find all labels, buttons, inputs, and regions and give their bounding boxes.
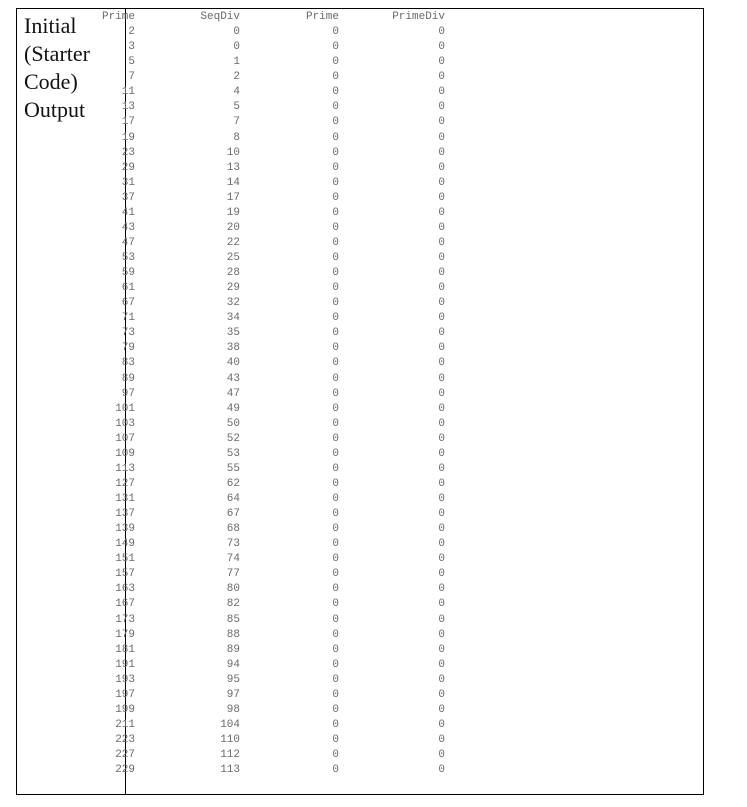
cell-prime-2: 0 xyxy=(332,658,339,671)
cell-primediv: 0 xyxy=(438,71,445,84)
cell-prime-2: 0 xyxy=(332,493,339,505)
cell-prime: 103 xyxy=(115,417,135,430)
cell-primediv: 0 xyxy=(438,523,445,536)
cell-prime: 13 xyxy=(121,101,135,114)
cell-prime: 17 xyxy=(121,116,135,129)
table-row xyxy=(115,718,703,733)
console-output xyxy=(101,10,703,778)
cell-primediv: 0 xyxy=(438,146,445,159)
cell-seqdiv: 22 xyxy=(226,236,240,249)
table-row xyxy=(115,432,703,447)
cell-seqdiv: 89 xyxy=(226,643,240,656)
cell-primediv: 0 xyxy=(438,191,445,204)
table-row xyxy=(121,281,703,296)
cell-prime: 173 xyxy=(115,613,135,626)
cell-prime-2: 0 xyxy=(332,342,339,355)
cell-seqdiv: 77 xyxy=(226,568,240,581)
cell-prime: 23 xyxy=(121,146,135,159)
cell-prime-2: 0 xyxy=(332,116,339,129)
cell-primediv: 0 xyxy=(438,553,445,566)
cell-seqdiv: 49 xyxy=(226,402,240,415)
cell-prime: 89 xyxy=(121,372,135,385)
cell-prime-2: 0 xyxy=(332,598,339,611)
cell-prime-2: 0 xyxy=(332,568,339,581)
table-row xyxy=(115,597,703,612)
cell-prime-2: 0 xyxy=(332,764,339,777)
header-prime: Prime xyxy=(101,11,135,23)
cell-primediv: 0 xyxy=(438,206,445,219)
cell-primediv: 0 xyxy=(438,764,445,777)
cell-primediv: 0 xyxy=(438,718,445,731)
cell-primediv: 0 xyxy=(438,86,445,99)
cell-primediv: 0 xyxy=(438,703,445,716)
cell-primediv: 0 xyxy=(438,749,445,762)
header-prime-2: Prime xyxy=(305,11,339,23)
table-row xyxy=(115,673,703,688)
cell-seqdiv: 80 xyxy=(226,583,240,596)
cell-prime: 79 xyxy=(121,342,135,355)
cell-prime-2: 0 xyxy=(332,161,339,174)
cell-primediv: 0 xyxy=(438,372,445,385)
cell-prime: 227 xyxy=(115,749,135,762)
cell-primediv: 0 xyxy=(438,508,445,521)
cell-prime-2: 0 xyxy=(332,643,339,656)
label-line: Code) xyxy=(24,69,78,94)
cell-seqdiv: 8 xyxy=(233,131,240,144)
cell-prime-2: 0 xyxy=(332,523,339,536)
cell-seqdiv: 53 xyxy=(226,447,240,460)
cell-primediv: 0 xyxy=(438,282,445,295)
cell-prime-2: 0 xyxy=(332,86,339,99)
cell-seqdiv: 98 xyxy=(226,703,240,716)
cell-primediv: 0 xyxy=(438,432,445,445)
cell-primediv: 0 xyxy=(438,342,445,355)
cell-seqdiv: 4 xyxy=(233,86,240,99)
cell-prime: 199 xyxy=(115,703,135,716)
cell-prime: 107 xyxy=(115,432,135,445)
cell-primediv: 0 xyxy=(438,643,445,656)
cell-seqdiv: 14 xyxy=(226,176,240,189)
cell-primediv: 0 xyxy=(438,598,445,611)
cell-seqdiv: 2 xyxy=(233,71,240,84)
cell-prime-2: 0 xyxy=(332,462,339,475)
data-rows xyxy=(115,25,703,778)
cell-primediv: 0 xyxy=(438,583,445,596)
cell-primediv: 0 xyxy=(438,161,445,174)
table-row xyxy=(126,55,703,70)
table-row xyxy=(115,522,703,537)
cell-seqdiv: 62 xyxy=(226,477,240,490)
table-row xyxy=(115,552,703,567)
table-row xyxy=(121,387,703,402)
cell-primediv: 0 xyxy=(438,252,445,264)
table-row xyxy=(121,161,703,176)
cell-prime: 11 xyxy=(121,86,135,99)
cell-seqdiv: 25 xyxy=(226,252,240,264)
table-row xyxy=(115,748,703,763)
cell-prime: 149 xyxy=(115,538,135,551)
cell-primediv: 0 xyxy=(438,327,445,340)
cell-seqdiv: 85 xyxy=(226,613,240,626)
table-row xyxy=(115,477,703,492)
cell-prime-2: 0 xyxy=(332,252,339,264)
cell-prime: 2 xyxy=(128,26,135,39)
cell-prime: 127 xyxy=(115,477,135,490)
table-row xyxy=(115,462,703,477)
cell-seqdiv: 47 xyxy=(226,387,240,400)
cell-prime-2: 0 xyxy=(332,297,339,310)
header-row xyxy=(101,10,703,25)
cell-prime: 59 xyxy=(121,267,135,280)
table-row xyxy=(126,25,703,40)
cell-prime-2: 0 xyxy=(332,146,339,159)
cell-prime-2: 0 xyxy=(332,357,339,370)
cell-prime: 29 xyxy=(121,161,135,174)
label-cell xyxy=(17,9,126,794)
cell-prime: 31 xyxy=(121,176,135,189)
output-table xyxy=(16,8,704,795)
table-row xyxy=(121,326,703,341)
cell-prime: 167 xyxy=(115,598,135,611)
cell-prime-2: 0 xyxy=(332,221,339,234)
cell-prime: 83 xyxy=(121,357,135,370)
cell-prime-2: 0 xyxy=(332,673,339,686)
table-row xyxy=(115,658,703,673)
cell-seqdiv: 35 xyxy=(226,327,240,340)
table-row xyxy=(126,70,703,85)
cell-prime-2: 0 xyxy=(332,282,339,295)
cell-prime: 53 xyxy=(121,252,135,264)
table-row xyxy=(115,402,703,417)
cell-seqdiv: 38 xyxy=(226,342,240,355)
cell-seqdiv: 73 xyxy=(226,538,240,551)
cell-prime: 179 xyxy=(115,628,135,641)
cell-prime: 97 xyxy=(121,387,135,400)
cell-prime: 197 xyxy=(115,688,135,701)
cell-prime: 151 xyxy=(115,553,135,566)
cell-seqdiv: 82 xyxy=(226,598,240,611)
cell-seqdiv: 95 xyxy=(226,673,240,686)
cell-seqdiv: 20 xyxy=(226,221,240,234)
cell-primediv: 0 xyxy=(438,673,445,686)
cell-seqdiv: 88 xyxy=(226,628,240,641)
cell-primediv: 0 xyxy=(438,658,445,671)
cell-prime-2: 0 xyxy=(332,372,339,385)
cell-prime: 223 xyxy=(115,734,135,746)
cell-primediv: 0 xyxy=(438,357,445,370)
cell-prime: 163 xyxy=(115,583,135,596)
table-row xyxy=(121,100,703,115)
header-primediv: PrimeDiv xyxy=(392,11,445,23)
cell-prime-2: 0 xyxy=(332,402,339,415)
cell-seqdiv: 1 xyxy=(233,56,240,69)
cell-seqdiv: 34 xyxy=(226,312,240,325)
cell-prime: 109 xyxy=(115,447,135,460)
cell-prime-2: 0 xyxy=(332,583,339,596)
cell-prime-2: 0 xyxy=(332,613,339,626)
table-row xyxy=(121,372,703,387)
table-row xyxy=(115,703,703,718)
table-row xyxy=(115,613,703,628)
cell-prime-2: 0 xyxy=(332,191,339,204)
cell-prime: 181 xyxy=(115,643,135,656)
table-row xyxy=(115,417,703,432)
cell-prime-2: 0 xyxy=(332,176,339,189)
cell-prime: 3 xyxy=(128,41,135,54)
cell-prime: 37 xyxy=(121,191,135,204)
table-row xyxy=(121,206,703,221)
cell-prime: 61 xyxy=(121,282,135,295)
cell-primediv: 0 xyxy=(438,131,445,144)
cell-seqdiv: 17 xyxy=(226,191,240,204)
label-line: Initial xyxy=(24,13,77,38)
cell-primediv: 0 xyxy=(438,688,445,701)
cell-primediv: 0 xyxy=(438,568,445,581)
cell-prime: 211 xyxy=(115,718,135,731)
cell-prime-2: 0 xyxy=(332,206,339,219)
cell-prime-2: 0 xyxy=(332,538,339,551)
cell-prime-2: 0 xyxy=(332,734,339,746)
cell-primediv: 0 xyxy=(438,312,445,325)
table-row xyxy=(121,356,703,371)
cell-prime: 191 xyxy=(115,658,135,671)
table-row xyxy=(115,688,703,703)
cell-prime: 113 xyxy=(115,462,135,475)
cell-prime-2: 0 xyxy=(332,101,339,114)
cell-prime-2: 0 xyxy=(332,553,339,566)
cell-seqdiv: 68 xyxy=(226,523,240,536)
cell-seqdiv: 55 xyxy=(226,462,240,475)
table-row xyxy=(121,191,703,206)
header-seqdiv: SeqDiv xyxy=(200,11,240,23)
table-row xyxy=(121,85,703,100)
table-row xyxy=(121,221,703,236)
cell-prime: 41 xyxy=(121,206,135,219)
cell-seqdiv: 50 xyxy=(226,417,240,430)
table-row xyxy=(115,763,703,778)
cell-prime: 137 xyxy=(115,508,135,521)
table-row xyxy=(121,311,703,326)
table-row xyxy=(115,643,703,658)
cell-seqdiv: 113 xyxy=(220,764,240,777)
cell-prime-2: 0 xyxy=(332,718,339,731)
table-row xyxy=(115,628,703,643)
table-row xyxy=(115,582,703,597)
label-line: Output xyxy=(24,97,86,122)
cell-primediv: 0 xyxy=(438,41,445,54)
cell-prime-2: 0 xyxy=(332,432,339,445)
table-row xyxy=(121,251,703,266)
cell-seqdiv: 0 xyxy=(233,26,240,39)
cell-prime: 101 xyxy=(115,402,135,415)
cell-seqdiv: 13 xyxy=(226,161,240,174)
cell-seqdiv: 10 xyxy=(226,146,240,159)
cell-prime-2: 0 xyxy=(332,387,339,400)
cell-prime-2: 0 xyxy=(332,26,339,39)
label-line: (Starter xyxy=(24,41,90,66)
cell-prime: 47 xyxy=(121,236,135,249)
cell-prime-2: 0 xyxy=(332,688,339,701)
cell-seqdiv: 28 xyxy=(226,267,240,280)
cell-primediv: 0 xyxy=(438,734,445,746)
table-row xyxy=(121,176,703,191)
cell-primediv: 0 xyxy=(438,387,445,400)
cell-prime-2: 0 xyxy=(332,628,339,641)
cell-seqdiv: 5 xyxy=(233,101,240,114)
cell-prime-2: 0 xyxy=(332,749,339,762)
cell-primediv: 0 xyxy=(438,236,445,249)
cell-prime-2: 0 xyxy=(332,447,339,460)
cell-seqdiv: 112 xyxy=(220,749,240,762)
cell-primediv: 0 xyxy=(438,116,445,129)
cell-prime-2: 0 xyxy=(332,56,339,69)
cell-seqdiv: 7 xyxy=(233,116,240,129)
cell-primediv: 0 xyxy=(438,447,445,460)
cell-primediv: 0 xyxy=(438,267,445,280)
cell-seqdiv: 40 xyxy=(226,357,240,370)
cell-primediv: 0 xyxy=(438,417,445,430)
cell-seqdiv: 94 xyxy=(226,658,240,671)
cell-primediv: 0 xyxy=(438,101,445,114)
table-row xyxy=(121,115,703,130)
table-row xyxy=(115,567,703,582)
cell-primediv: 0 xyxy=(438,297,445,310)
cell-prime-2: 0 xyxy=(332,41,339,54)
cell-prime-2: 0 xyxy=(332,477,339,490)
cell-seqdiv: 110 xyxy=(220,734,240,746)
output-cell xyxy=(101,9,703,794)
table-row xyxy=(121,131,703,146)
cell-primediv: 0 xyxy=(438,628,445,641)
cell-prime: 7 xyxy=(128,71,135,84)
cell-primediv: 0 xyxy=(438,538,445,551)
cell-prime-2: 0 xyxy=(332,508,339,521)
table-row xyxy=(121,296,703,311)
cell-prime: 139 xyxy=(115,523,135,536)
cell-seqdiv: 97 xyxy=(226,688,240,701)
cell-primediv: 0 xyxy=(438,221,445,234)
cell-prime: 71 xyxy=(121,312,135,325)
cell-prime: 131 xyxy=(115,493,135,505)
cell-prime-2: 0 xyxy=(332,131,339,144)
table-row xyxy=(121,146,703,161)
cell-seqdiv: 52 xyxy=(226,432,240,445)
cell-prime-2: 0 xyxy=(332,312,339,325)
cell-prime-2: 0 xyxy=(332,71,339,84)
cell-seqdiv: 104 xyxy=(220,718,240,731)
cell-prime-2: 0 xyxy=(332,703,339,716)
table-row xyxy=(121,236,703,251)
cell-prime: 73 xyxy=(121,327,135,340)
table-row xyxy=(115,537,703,552)
cell-seqdiv: 67 xyxy=(226,508,240,521)
cell-seqdiv: 29 xyxy=(226,282,240,295)
cell-prime-2: 0 xyxy=(332,236,339,249)
cell-primediv: 0 xyxy=(438,56,445,69)
cell-seqdiv: 43 xyxy=(226,372,240,385)
cell-prime: 19 xyxy=(121,131,135,144)
cell-prime: 157 xyxy=(115,568,135,581)
table-row xyxy=(121,266,703,281)
cell-seqdiv: 64 xyxy=(226,493,240,505)
cell-primediv: 0 xyxy=(438,462,445,475)
cell-primediv: 0 xyxy=(438,493,445,505)
cell-prime: 5 xyxy=(128,56,135,69)
table-row xyxy=(115,733,703,748)
cell-primediv: 0 xyxy=(438,26,445,39)
table-row xyxy=(126,40,703,55)
cell-prime-2: 0 xyxy=(332,327,339,340)
table-row xyxy=(121,341,703,356)
cell-primediv: 0 xyxy=(438,613,445,626)
cell-prime: 193 xyxy=(115,673,135,686)
cell-seqdiv: 0 xyxy=(233,41,240,54)
cell-prime-2: 0 xyxy=(332,267,339,280)
cell-prime: 43 xyxy=(121,221,135,234)
table-row xyxy=(115,492,703,507)
cell-seqdiv: 19 xyxy=(226,206,240,219)
cell-primediv: 0 xyxy=(438,402,445,415)
cell-seqdiv: 74 xyxy=(226,553,240,566)
cell-seqdiv: 32 xyxy=(226,297,240,310)
cell-prime: 67 xyxy=(121,297,135,310)
cell-prime-2: 0 xyxy=(332,417,339,430)
cell-prime: 229 xyxy=(115,764,135,777)
cell-primediv: 0 xyxy=(438,176,445,189)
table-row xyxy=(115,507,703,522)
cell-primediv: 0 xyxy=(438,477,445,490)
table-row xyxy=(115,447,703,462)
